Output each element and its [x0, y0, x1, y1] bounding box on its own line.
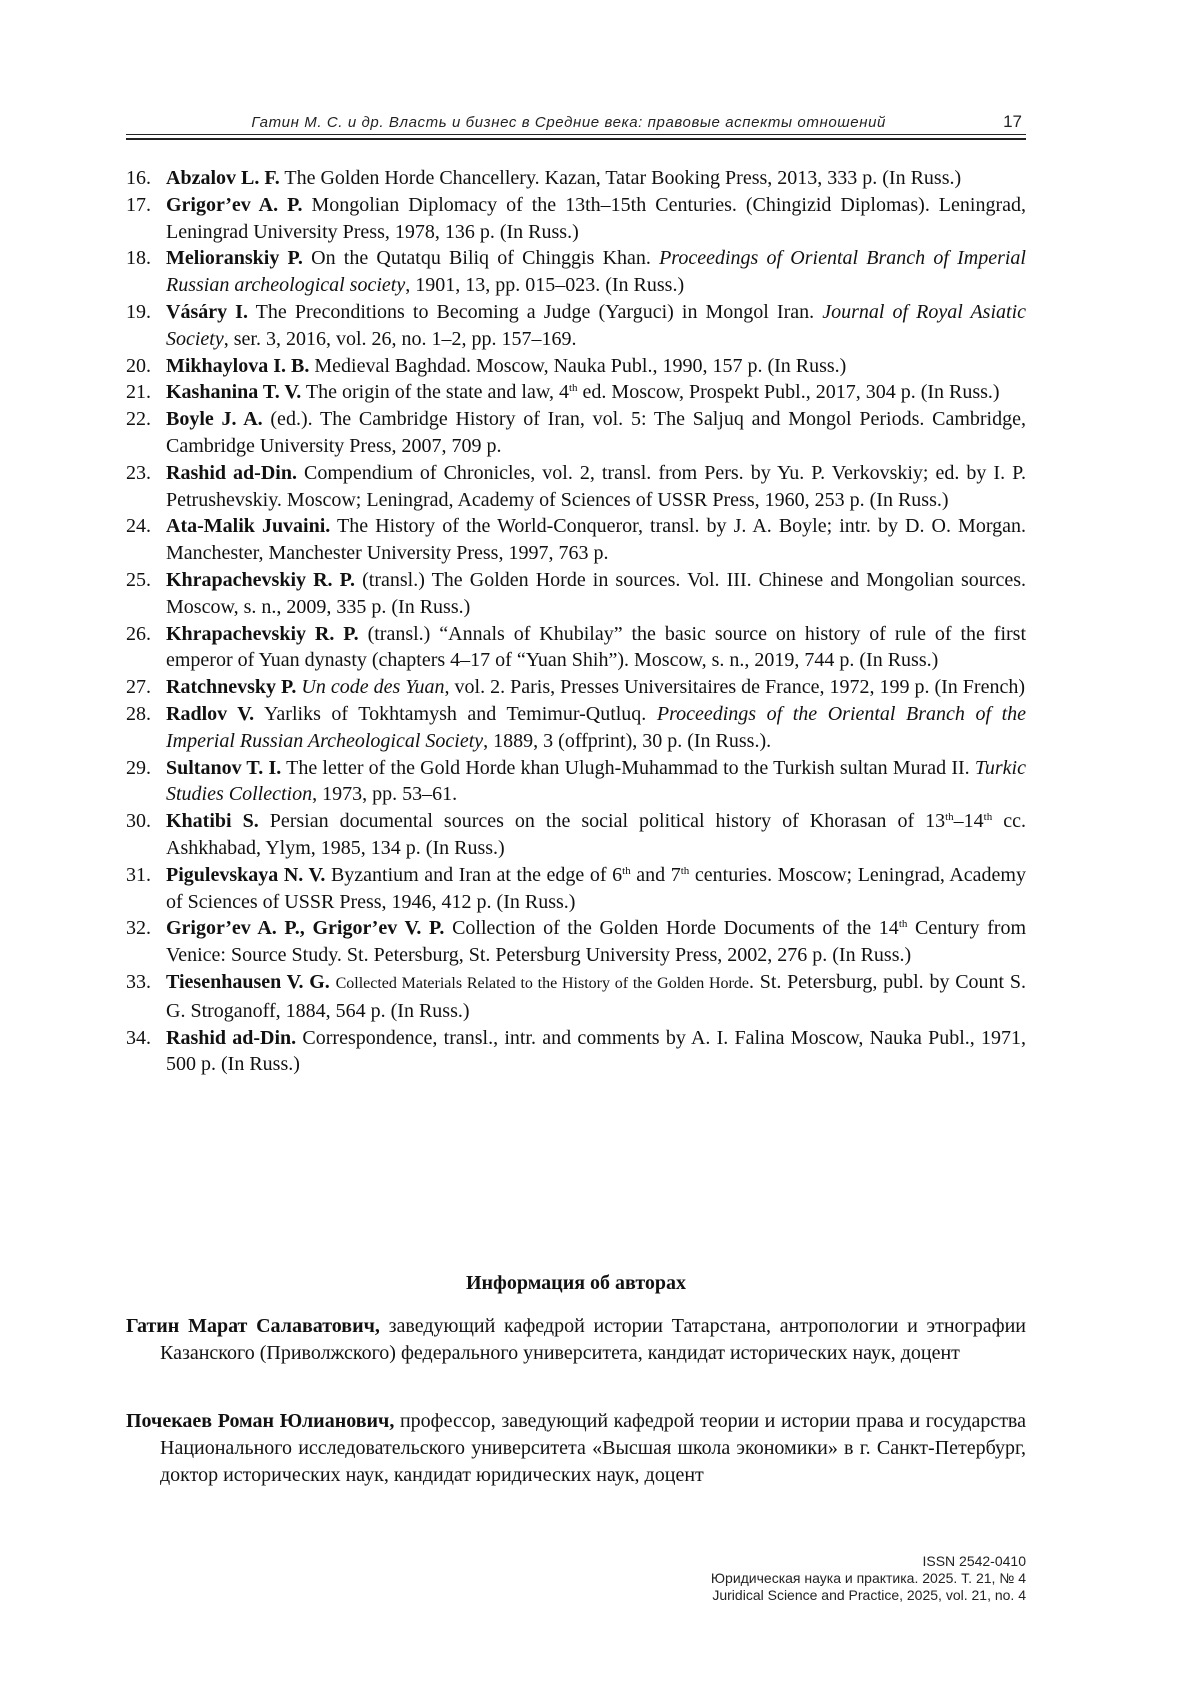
- reference-text: . St. Petersburg, publ. by Count S. G. Stroganoff, 1884, 564 p. (In Russ.): [166, 970, 1026, 1022]
- reference-text: , vol. 2. Paris, Presses Universitaires de France, 1972, 199 p. (In French): [444, 676, 1025, 699]
- reference-text: , 1889, 3 (offprint), 30 p. (In Russ.).: [483, 729, 772, 752]
- reference-author: Mikhaylova I. B.: [166, 354, 310, 377]
- reference-text: The Preconditions to Becoming a Judge (Yarguci) in Mongol Iran.: [247, 300, 823, 323]
- reference-text: The origin of the state and law, 4: [301, 381, 569, 404]
- issn: ISSN 2542-0410: [922, 1553, 1026, 1569]
- reference-text: centuries. Moscow; Leningrad, Academy of Sciences of USSR Press, 1946, 412 p. (In Russ.): [166, 863, 1026, 913]
- reference-author: Grigor’ev A. P.: [166, 193, 303, 216]
- reference-author: Radlov V.: [166, 702, 255, 725]
- author-info: [126, 1313, 1026, 1367]
- reference-text: ed. Moscow, Prospekt Publ., 2017, 304 p. (In Russ.): [577, 381, 1000, 404]
- reference-author: Rashid ad-Din.: [166, 461, 297, 484]
- reference-item: [126, 1025, 1026, 1079]
- reference-text: Century from Venice: Source Study. St. Petersburg, St. Petersburg University Press, 2002, 276 p. (In Russ.): [166, 917, 1026, 967]
- journal-citation-en: Juridical Science and Practice, 2025, vol. 21, no. 4: [712, 1587, 1026, 1603]
- reference-author: Sultanov T. I.: [166, 756, 282, 779]
- reference-item: [126, 513, 1026, 567]
- reference-text: Correspondence, transl., intr. and comments by A. I. Falina Moscow, Nauka Publ., 1971, 500 p. (In Russ.): [166, 1026, 1027, 1076]
- reference-superscript: th: [568, 382, 578, 395]
- reference-author: Rashid ad-Din.: [166, 1026, 297, 1049]
- reference-author: Vásáry I.: [166, 300, 248, 323]
- reference-number: 19.: [126, 300, 151, 323]
- reference-text: –14: [953, 810, 984, 833]
- author-description: профессор, заведующий кафедрой теории и истории права и государства Национального исследовательского университета «Высшая школа экономики» в г. Санкт-Петербург, доктор исторических наук, кандидат юридических наук, доцент: [160, 1410, 1026, 1486]
- reference-number: 26.: [126, 622, 151, 645]
- journal-footer: [711, 1553, 1026, 1604]
- reference-author: Kashanina T. V.: [166, 381, 302, 404]
- reference-source-title: Journal of Royal Asiatic Society: [166, 300, 1027, 350]
- author-name: Почекаев Роман Юлианович,: [126, 1410, 395, 1432]
- running-header: [126, 112, 1026, 136]
- reference-number: 28.: [126, 702, 151, 725]
- running-title: Гатин М. С. и др. Власть и бизнес в Средние века: правовые аспекты отношений: [251, 114, 886, 131]
- reference-author: Melioranskiy P.: [166, 247, 303, 270]
- reference-item: [126, 165, 1026, 192]
- reference-source-title: Proceedings of the Oriental Branch of the Imperial Russian Archeological Society: [166, 702, 1026, 752]
- reference-number: 17.: [126, 193, 151, 216]
- reference-item: [126, 192, 1026, 246]
- reference-number: 34.: [126, 1026, 151, 1049]
- reference-item: [126, 808, 1026, 862]
- author-description: заведующий кафедрой истории Татарстана, антропологии и этнографии Казанского (Приволжского) федерального университета, кандидат исторических наук, доцент: [160, 1315, 1026, 1364]
- reference-item: [126, 353, 1026, 380]
- reference-text: Medieval Baghdad. Moscow, Nauka Publ., 1990, 157 p. (In Russ.): [309, 354, 847, 377]
- reference-number: 30.: [126, 810, 151, 833]
- reference-number: 25.: [126, 568, 151, 591]
- reference-item: [126, 245, 1026, 299]
- reference-superscript: th: [898, 918, 908, 931]
- reference-number: 27.: [126, 676, 151, 699]
- reference-item: [126, 969, 1026, 1025]
- reference-text: The History of the World-Conqueror, transl. by J. A. Boyle; intr. by D. O. Morgan. Manchester, Manchester University Press, 1997, 763 p.: [166, 515, 1026, 565]
- reference-author: Ratchnevsky P.: [166, 676, 297, 699]
- reference-source-title: Un code des Yuan: [301, 676, 445, 699]
- reference-author: Khatibi S.: [166, 810, 259, 833]
- reference-text: Collection of the Golden Horde Documents of the 14: [444, 917, 899, 940]
- reference-text: and 7: [630, 863, 681, 886]
- reference-item: [126, 567, 1026, 621]
- reference-number: 32.: [126, 917, 151, 940]
- reference-item: [126, 460, 1026, 514]
- reference-small-title: Collected Materials Related to the History of the Golden Horde: [335, 974, 749, 992]
- reference-author: Boyle J. A.: [166, 408, 263, 431]
- reference-text: On the Qutatqu Biliq of Chinggis Khan.: [302, 247, 660, 270]
- reference-author: Abzalov L. F.: [166, 167, 280, 189]
- reference-author: Khrapachevskiy R. P.: [166, 622, 359, 645]
- reference-item: [126, 621, 1026, 675]
- reference-text: Byzantium and Iran at the edge of 6: [325, 863, 623, 886]
- author-name: Гатин Марат Салаватович,: [126, 1315, 380, 1337]
- reference-author: Khrapachevskiy R. P.: [166, 568, 356, 591]
- reference-text: Compendium of Chronicles, vol. 2, transl. from Pers. by Yu. P. Verkovskiy; ed. by I. P. Petrushevskiy. Moscow; Leningrad, Academy of Sciences of USSR Press, 1960, 253 p. (In Russ.): [166, 461, 1027, 511]
- reference-number: 29.: [126, 756, 151, 779]
- reference-item: [126, 674, 1026, 701]
- reference-author: Grigor’ev A. P., Grigor’ev V. P.: [166, 917, 445, 940]
- reference-author: Tiesenhausen V. G.: [166, 970, 330, 993]
- reference-superscript: th: [945, 811, 954, 824]
- reference-number: 22.: [126, 408, 151, 431]
- reference-text: (transl.) “Annals of Khubilay” the basic source on history of rule of the first emperor of Yuan dynasty (chapters 4–17 of “Yuan Shih”). Moscow, s. n., 2019, 744 p. (In Russ.): [166, 622, 1027, 672]
- reference-number: 31.: [126, 863, 151, 886]
- reference-text: , ser. 3, 2016, vol. 26, no. 1–2, pp. 157–169.: [223, 327, 577, 350]
- reference-text: Persian documental sources on the social political history of Khorasan of 13: [258, 810, 946, 833]
- reference-number: 24.: [126, 515, 151, 538]
- reference-text: The letter of the Gold Horde khan Ulugh-Muhammad to the Turkish sultan Murad II.: [281, 756, 975, 779]
- reference-item: [126, 299, 1026, 353]
- reference-author: Pigulevskaya N. V.: [166, 863, 326, 886]
- header-rule-thin: [126, 134, 1026, 135]
- journal-citation-ru: Юридическая наука и практика. 2025. Т. 21, № 4: [710, 1570, 1026, 1586]
- reference-item: [126, 862, 1026, 916]
- reference-number: 16.: [126, 167, 151, 189]
- reference-item: [126, 915, 1026, 969]
- reference-number: 20.: [126, 354, 151, 377]
- reference-superscript: th: [622, 864, 631, 877]
- reference-source-title: Proceedings of Oriental Branch of Imperial Russian archeological society: [166, 247, 1026, 297]
- header-rule-thick: [126, 138, 1026, 140]
- author-info: [126, 1408, 1026, 1488]
- reference-number: 18.: [126, 247, 151, 270]
- reference-superscript: th: [983, 811, 993, 824]
- reference-list: [126, 165, 1026, 1078]
- page-number: 17: [1003, 112, 1022, 131]
- reference-source-title: Turkic Studies Collection: [166, 756, 1026, 806]
- reference-text: cc. Ashkhabad, Ylym, 1985, 134 p. (In Russ.): [166, 810, 1026, 859]
- reference-item: [126, 406, 1026, 460]
- reference-item: [126, 755, 1026, 809]
- reference-number: 21.: [126, 381, 151, 404]
- reference-number: 23.: [126, 461, 151, 484]
- reference-text: Mongolian Diplomacy of the 13th–15th Centuries. (Chingizid Diplomas). Leningrad, Leningrad University Press, 1978, 136 p. (In Russ.): [166, 193, 1026, 243]
- reference-text: Yarliks of Tokhtamysh and Temimur-Qutluq.: [254, 702, 657, 725]
- authors-heading: Информация об авторах: [465, 1272, 687, 1294]
- reference-author: Ata-Malik Juvaini.: [166, 515, 331, 538]
- reference-text: The Golden Horde Chancellery. Kazan, Tatar Booking Press, 2013, 333 p. (In Russ.): [279, 167, 962, 189]
- reference-text: , 1973, pp. 53–61.: [312, 783, 458, 806]
- reference-text: (ed.). The Cambridge History of Iran, vol. 5: The Saljuq and Mongol Periods. Cambridge, Cambridge University Press, 2007, 709 p.: [166, 408, 1026, 457]
- reference-item: [126, 379, 1026, 406]
- reference-item: [126, 701, 1026, 755]
- reference-text: (transl.) The Golden Horde in sources. Vol. III. Chinese and Mongolian sources. Moscow, s. n., 2009, 335 p. (In Russ.): [166, 568, 1026, 618]
- reference-text: , 1901, 13, pp. 015–023. (In Russ.): [405, 274, 685, 297]
- reference-number: 33.: [126, 970, 151, 993]
- reference-superscript: th: [680, 864, 690, 877]
